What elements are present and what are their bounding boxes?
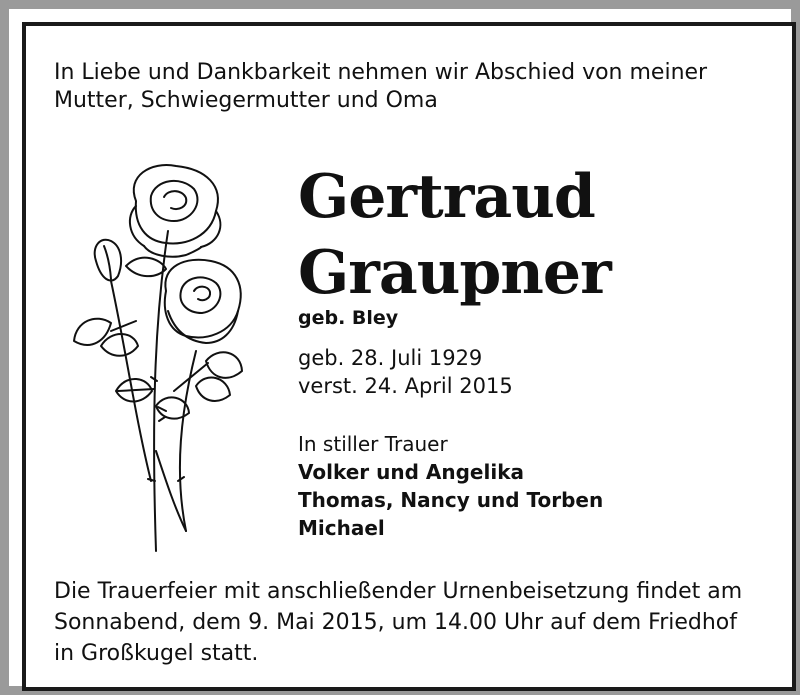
mourners-heading: In stiller Trauer bbox=[298, 432, 448, 456]
intro-text bbox=[54, 59, 774, 115]
first-name: Gertraud bbox=[298, 162, 595, 232]
birth-date: geb. 28. Juli 1929 bbox=[298, 346, 483, 370]
mourners-block bbox=[298, 430, 603, 542]
mourner-name: Michael bbox=[298, 516, 385, 540]
notice-line-1: Die Trauerfeier mit anschließender Urnenbeisetzung findet am bbox=[54, 579, 743, 604]
notice-line-3: in Großkugel statt. bbox=[54, 641, 259, 666]
obituary-card bbox=[22, 22, 796, 691]
death-date: verst. 24. April 2015 bbox=[298, 374, 513, 398]
maiden-name: geb. Bley bbox=[298, 307, 399, 329]
deceased-name bbox=[298, 159, 611, 311]
notice-line-2: Sonnabend, dem 9. Mai 2015, um 14.00 Uhr auf dem Friedhof bbox=[54, 610, 738, 635]
intro-line-1: In Liebe und Dankbarkeit nehmen wir Abschied von meiner bbox=[54, 60, 708, 85]
mourner-name: Thomas, Nancy und Torben bbox=[298, 488, 604, 512]
intro-line-2: Mutter, Schwiegermutter und Oma bbox=[54, 88, 438, 113]
funeral-notice bbox=[54, 576, 784, 669]
mourner-name: Volker und Angelika bbox=[298, 460, 524, 484]
rose-icon bbox=[56, 151, 246, 556]
last-name: Graupner bbox=[298, 238, 611, 308]
life-dates bbox=[298, 344, 513, 400]
